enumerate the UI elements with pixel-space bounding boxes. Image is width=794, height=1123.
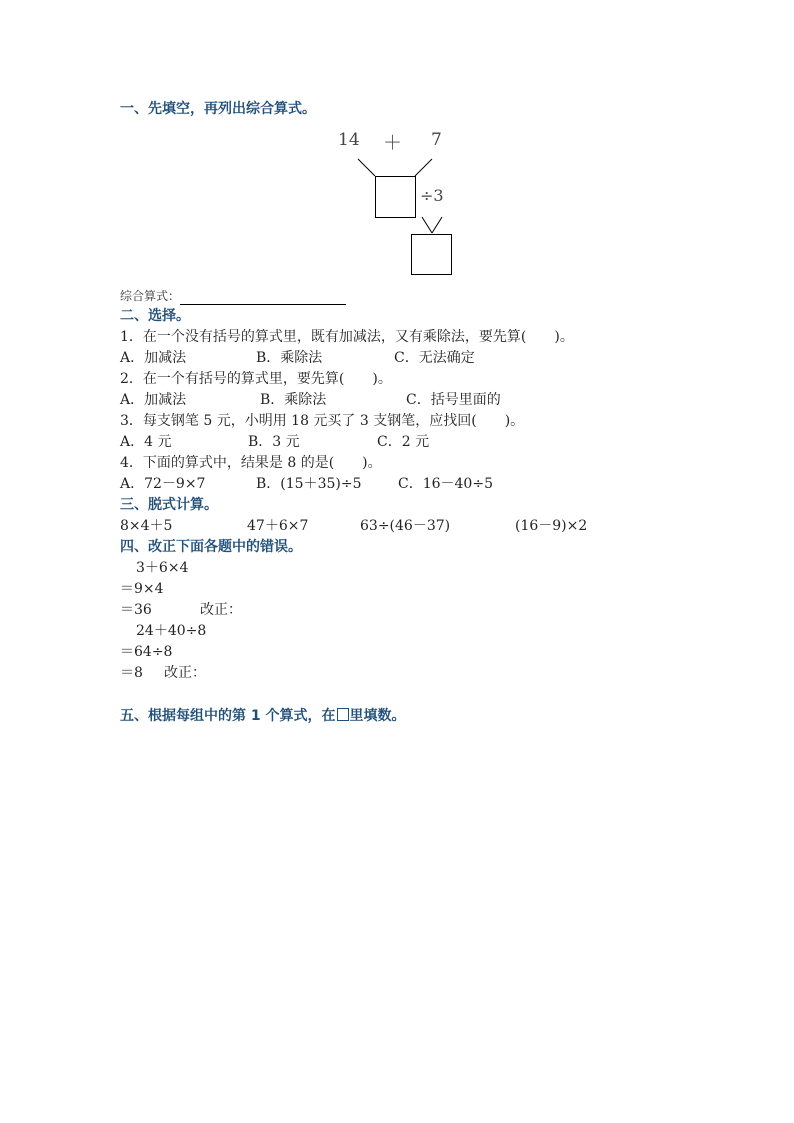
q3-option-a[interactable]: A．4 元 xyxy=(120,434,172,450)
q2-option-a[interactable]: A．加减法 xyxy=(120,392,187,408)
section1-heading: 一、先填空，再列出综合算式。 xyxy=(120,101,316,117)
diagram-left-number: 14 xyxy=(338,130,360,150)
q3-option-c[interactable]: C．2 元 xyxy=(377,434,430,450)
problem1-line3: ＝36 xyxy=(120,602,152,618)
diagram-connector-lines xyxy=(0,0,794,300)
q3-option-b[interactable]: B．3 元 xyxy=(248,434,300,450)
question-3: 3．每支钢笔 5 元，小明用 18 元买了 3 支钢笔，应找回( )。 xyxy=(120,413,525,429)
expression-1: 8×4＋5 xyxy=(120,518,173,534)
question-2: 2．在一个有括号的算式里，要先算( )。 xyxy=(120,371,392,387)
section5-heading xyxy=(120,707,406,725)
formula-line xyxy=(120,287,346,305)
question-4: 4．下面的算式中，结果是 8 的是( )。 xyxy=(120,455,382,471)
diagram-right-number: 7 xyxy=(431,130,442,150)
section5-heading-start: 五、根据每组中的第 1 个算式，在 xyxy=(120,708,336,724)
q2-option-b[interactable]: B．乘除法 xyxy=(260,392,327,408)
blank-box-icon xyxy=(337,708,349,721)
section2-heading: 二、选择。 xyxy=(120,308,190,324)
q4-option-a[interactable]: A．72－9×7 xyxy=(120,476,206,492)
answer-box-quotient[interactable] xyxy=(411,234,452,275)
section3-heading: 三、脱式计算。 xyxy=(120,497,218,513)
problem1-line2: ＝9×4 xyxy=(120,581,164,597)
section5-heading-end: 里填数。 xyxy=(349,708,406,724)
expression-2: 47＋6×7 xyxy=(247,518,309,534)
formula-label: 综合算式： xyxy=(120,289,181,303)
expression-3: 63÷(46－37) xyxy=(360,518,451,534)
q2-option-c[interactable]: C．括号里面的 xyxy=(406,392,501,408)
section4-heading: 四、改正下面各题中的错误。 xyxy=(120,539,302,555)
problem2-correction-label: 改正： xyxy=(164,665,206,681)
q1-option-a[interactable]: A．加减法 xyxy=(120,350,187,366)
q1-option-c[interactable]: C．无法确定 xyxy=(394,350,475,366)
question-1: 1．在一个没有括号的算式里，既有加减法，又有乘除法，要先算( )。 xyxy=(120,329,574,345)
diagram-plus-sign: ＋ xyxy=(383,132,403,154)
problem2-line1: 24＋40÷8 xyxy=(136,623,207,639)
problem2-line3: ＝8 xyxy=(120,665,143,681)
q4-option-b[interactable]: B．(15＋35)÷5 xyxy=(256,476,362,492)
problem1-line1: 3＋6×4 xyxy=(136,560,189,576)
problem2-line2: ＝64÷8 xyxy=(120,644,173,660)
answer-box-sum[interactable] xyxy=(375,176,416,218)
q1-option-b[interactable]: B．乘除法 xyxy=(256,350,323,366)
formula-answer-field[interactable] xyxy=(180,291,346,305)
diagram-divide-label: ÷3 xyxy=(420,186,444,205)
expression-4: (16－9)×2 xyxy=(515,518,588,534)
q4-option-c[interactable]: C．16－40÷5 xyxy=(398,476,493,492)
problem1-correction-label: 改正： xyxy=(200,602,242,618)
